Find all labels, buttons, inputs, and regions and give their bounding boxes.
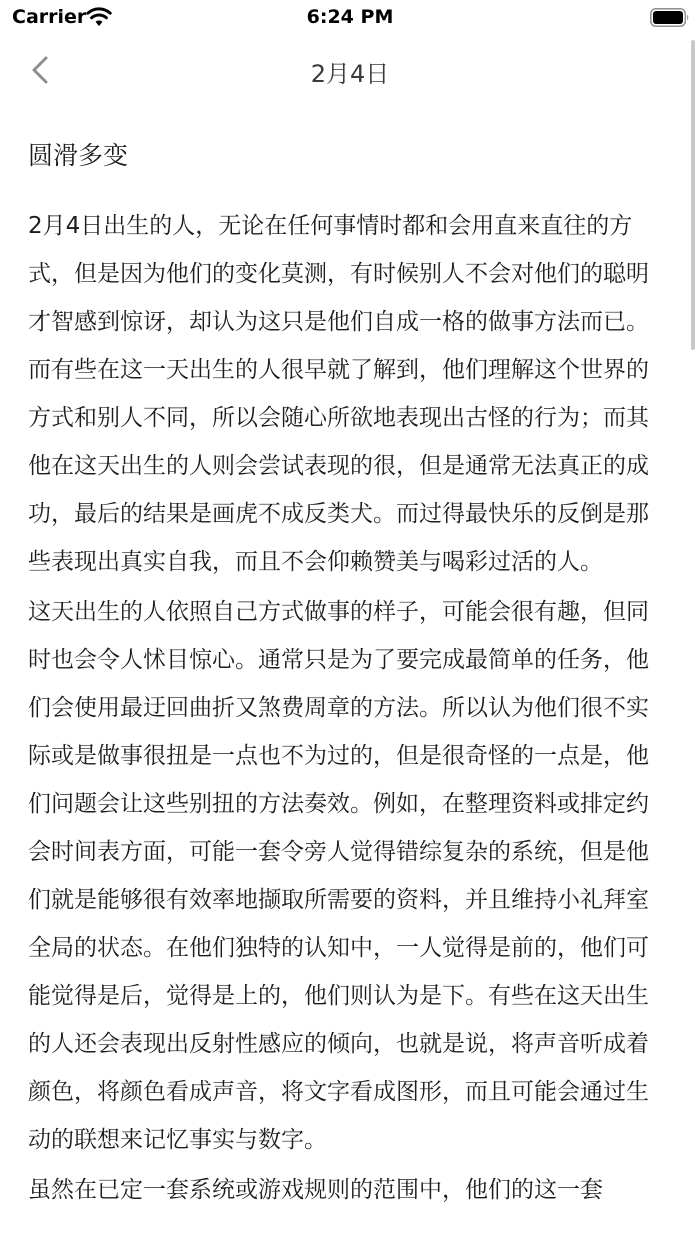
article-paragraph: 这天出生的人依照自己方式做事的样子，可能会很有趣，但同时也会令人怵目惊心。通常只是为了要完成最简单的任务，他们会使用最迂回曲折又煞费周章的方法。所以认为他们很不实际或是做事很扭是一点也不为过的，但是很奇怪的一点是，他们问题会让这些别扭的方法奏效。例如，在整理资料或排定约会时间表方面，可能一套令旁人觉得错综复杂的系统，但是他们就是能够很有效率地撷取所需要的资料，并且维持小礼拜室全局的状态。在他们独特的认知中，一人觉得是前的，他们可能觉得是后，觉得是上的，他们则认为是下。有些在这天出生的人还会表现出反射性感应的倾向，也就是说，将声音听成着颜色，将颜色看成声音，将文字看成图形，而且可能会通过生动的联想来记忆事实与数字。	[28, 599, 649, 1153]
article-paragraph: 虽然在已定一套系统或游戏规则的范围中，他们的这一套	[28, 1177, 603, 1203]
battery-icon	[650, 8, 690, 27]
nav-title: 2月4日	[310, 60, 390, 88]
nav-bar	[0, 40, 700, 102]
article-paragraph: 2月4日出生的人，无论在任何事情时都和会用直来直往的方式，但是因为他们的变化莫测，有时候别人不会对他们的聪明才智感到惊讶，却认为这只是他们自成一格的做事方法而已。而有些在这一天出生的人很早就了解到，他们理解这个世界的方式和别人不同，所以会随心所欲地表现出古怪的行为；而其他在这天出生的人则会尝试表现的很，但是通常无法真正的成功，最后的结果是画虎不成反类犬。而过得最快乐的反倒是那些表现出真实自我，而且不会仰赖赞美与喝彩过活的人。	[28, 213, 649, 575]
status-time: 6:24 PM	[306, 6, 394, 28]
scroll-indicator[interactable]	[691, 40, 695, 350]
carrier-label: Carrier	[12, 6, 87, 28]
status-bar	[0, 0, 700, 40]
article-content	[28, 132, 668, 1214]
article-title: 圆滑多变	[28, 141, 129, 170]
